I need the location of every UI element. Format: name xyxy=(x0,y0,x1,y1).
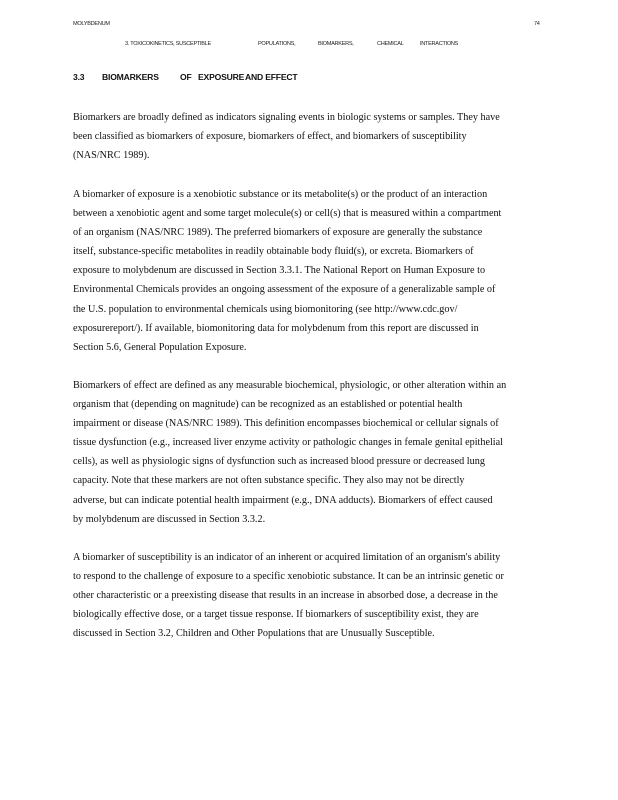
text-line: impairment or disease (NAS/NRC 1989). This definition encompasses biochemical or cellular signals of xyxy=(73,418,499,430)
running-title: MOLYBDENUM xyxy=(73,21,110,27)
text-line: Biomarkers of effect are defined as any measurable biochemical, physiologic, or other alteration within an xyxy=(73,380,507,391)
header-biomarkers: BIOMARKERS, xyxy=(318,41,354,47)
header-populations: POPULATIONS, xyxy=(258,41,296,47)
text-line: to respond to the challenge of exposure to a specific xenobiotic substance. It can be an intrinsic genetic or xyxy=(73,571,504,583)
text-line: other characteristic or a preexisting disease that results in an increase in absorbed dose, a decrease in the xyxy=(73,590,498,602)
header-interactions: INTERACTIONS xyxy=(420,41,459,47)
text-line: organism that (depending on magnitude) can be recognized as an established or potential health xyxy=(73,399,463,411)
section-title-word: BIOMARKERS xyxy=(102,72,159,82)
text-line: of an organism (NAS/NRC 1989). The preferred biomarkers of exposure are generally the substance xyxy=(73,227,483,239)
header-chapter: 3. TOXICOKINETICS, SUSCEPTIBLE xyxy=(125,41,211,47)
text-line: Section 5.6, General Population Exposure. xyxy=(73,341,247,353)
section-title-word: EXPOSURE xyxy=(198,72,245,82)
text-line: A biomarker of exposure is a xenobiotic substance or its metabolite(s) or the product of an interaction xyxy=(73,189,488,200)
text-line: itself, substance-specific metabolites in readily obtainable body fluid(s), or excreta. Biomarkers of xyxy=(73,246,474,258)
section-title-word: OF xyxy=(180,72,192,82)
section-heading xyxy=(73,72,297,82)
text-line: capacity. Note that these markers are not often substance specific. They also may not be directly xyxy=(73,475,465,487)
text-line: exposure to molybdenum are discussed in Section 3.3.1. The National Report on Human Exposure to xyxy=(73,265,486,277)
text-line: the U.S. population to environmental chemicals using biomonitoring (see http://www.cdc.gov/ xyxy=(73,303,458,315)
section-title-word: AND EFFECT xyxy=(245,72,298,82)
text-line: A biomarker of susceptibility is an indicator of an inherent or acquired limitation of an organism's ability xyxy=(73,552,501,563)
paragraph-biomarkers-of-effect xyxy=(73,376,565,529)
paragraph-biomarkers-definition xyxy=(73,108,565,165)
text-line: tissue dysfunction (e.g., increased liver enzyme activity or pathologic changes in female genital epithelial xyxy=(73,437,503,449)
text-line: Environmental Chemicals provides an ongoing assessment of the exposure of a generalizable sample of xyxy=(73,284,496,296)
text-line: (NAS/NRC 1989). xyxy=(73,150,150,162)
text-line: adverse, but can indicate potential health impairment (e.g., DNA adducts). Biomarkers of effect caused xyxy=(73,494,493,506)
text-line: Biomarkers are broadly defined as indicators signaling events in biologic systems or samples. They have xyxy=(73,112,500,123)
text-line: between a xenobiotic agent and some target molecule(s) or cell(s) that is measured within a compartment xyxy=(73,208,502,220)
text-line: been classified as biomarkers of exposure, biomarkers of effect, and biomarkers of susceptibility xyxy=(73,131,467,143)
paragraph-biomarker-of-exposure xyxy=(73,185,565,357)
text-line: exposurereport/). If available, biomonitoring data for molybdenum from this report are discussed in xyxy=(73,322,479,334)
text-line: by molybdenum are discussed in Section 3.3.2. xyxy=(73,513,266,525)
page-number: 74 xyxy=(534,21,540,27)
text-line: cells), as well as physiologic signs of dysfunction such as increased blood pressure or decreased lung xyxy=(73,456,485,468)
paragraph-biomarker-of-susceptibility xyxy=(73,548,565,643)
header-chemical: CHEMICAL xyxy=(377,41,404,47)
section-number: 3.3 xyxy=(73,72,85,82)
text-line: biologically effective dose, or a target tissue response. If biomarkers of susceptibility exist, they are xyxy=(73,609,479,621)
text-line: discussed in Section 3.2, Children and Other Populations that are Unusually Susceptible. xyxy=(73,628,435,640)
